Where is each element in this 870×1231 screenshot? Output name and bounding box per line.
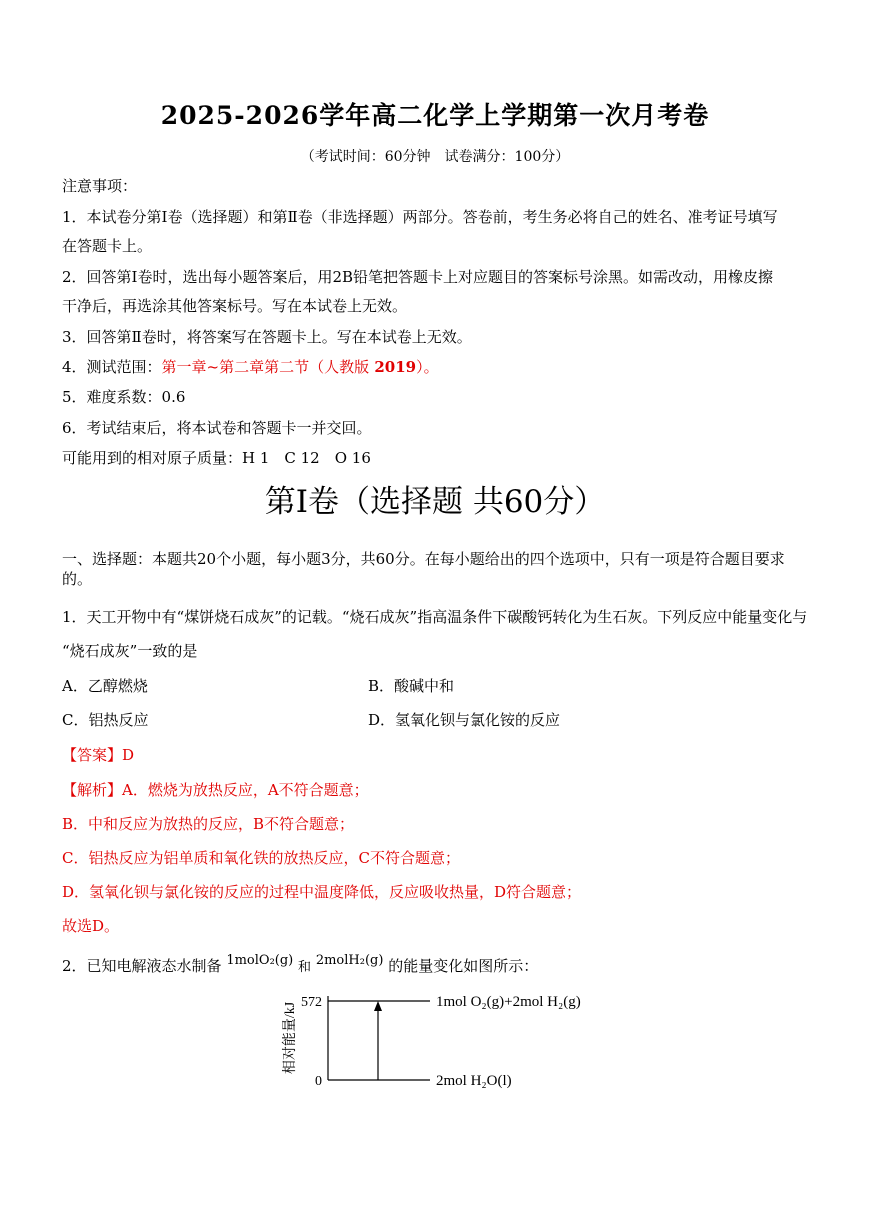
notice-item-3: 3．回答第Ⅱ卷时，将答案写在答题卡上。写在本试卷上无效。 <box>62 328 472 346</box>
section-title: 第Ⅰ卷（选择题 共60分） <box>264 484 606 520</box>
notice-item-4-year: 2019 <box>369 358 417 376</box>
q1-analysis-a-text: A．燃烧为放热反应，A不符合题意； <box>122 781 369 799</box>
part1-instructions-line-2: 的。 <box>62 570 93 588</box>
notice-item-2-line-2: 干净后，再选涂其他答案标号。写在本试卷上无效。 <box>62 297 408 315</box>
notice-heading: 注意事项： <box>62 177 138 195</box>
q2-stem-suffix: 的能量变化如图所示： <box>388 957 539 975</box>
q2-formula-h2: 2molH₂(g) <box>315 953 384 968</box>
notice-item-1-line-2: 在答题卡上。 <box>62 237 153 255</box>
tick-label-0: 0 <box>315 1074 322 1089</box>
notice-item-2-line-1: 2．回答第Ⅰ卷时，选出每小题答案后，用2B铅笔把答题卡上对应题目的答案标号涂黑。如需改动，用橡皮擦 <box>62 268 774 286</box>
notice-item-4-scope: 第一章~第二章第二节（人教版 <box>161 358 370 376</box>
part1-instructions-line-1: 一、选择题：本题共20个小题，每小题3分，共60分。在每小题给出的四个选项中，只有一项是符合题目要求 <box>62 550 785 568</box>
q1-conclusion: 故选D。 <box>62 917 120 935</box>
notice-item-5: 5．难度系数：0.6 <box>62 388 186 406</box>
notice-item-6: 6．考试结束后，将本试卷和答题卡一并交回。 <box>62 419 372 437</box>
level-label-reactants: 1mol O₂(g)+2mol H₂(g) <box>436 994 581 1010</box>
tick-label-572: 572 <box>301 995 322 1010</box>
q1-analysis-tag: 【解析】 <box>62 781 123 799</box>
arrow-head-icon <box>374 1001 382 1011</box>
atomic-masses: 可能用到的相对原子质量：H 1 C 12 O 16 <box>62 449 371 467</box>
q2-stem <box>62 955 538 979</box>
notice-item-4-prefix: 4．测试范围： <box>62 358 162 376</box>
q1-option-d: D．氢氧化钡与氯化铵的反应 <box>368 711 561 729</box>
q1-option-a: A．乙醇燃烧 <box>62 677 148 695</box>
energy-level-diagram <box>270 982 610 1094</box>
q1-stem-line-1: 1．天工开物中有“煤饼烧石成灰”的记载。“烧石成灰”指高温条件下碳酸钙转化为生石灰。下列反应中能量变化与 <box>62 608 808 626</box>
q1-analysis-a <box>62 779 369 801</box>
exam-title: 2025-2026学年高二化学上学期第一次月考卷 <box>160 101 710 130</box>
exam-subtitle: （考试时间：60分钟 试卷满分：100分） <box>300 149 570 165</box>
level-label-products: 2mol H₂O(l) <box>436 1073 512 1089</box>
q1-stem-line-2: “烧石成灰”一致的是 <box>62 642 198 660</box>
q2-stem-prefix: 2．已知电解液态水制备 <box>62 957 222 975</box>
y-axis-label: 相对能量/kJ <box>283 1001 298 1075</box>
q1-analysis-d: D．氢氧化钡与氯化铵的反应的过程中温度降低，反应吸收热量，D符合题意； <box>62 883 582 901</box>
q1-analysis-c: C．铝热反应为铝单质和氧化铁的放热反应，C不符合题意； <box>62 849 460 867</box>
notice-item-1-line-1: 1．本试卷分第Ⅰ卷（选择题）和第Ⅱ卷（非选择题）两部分。答卷前，考生务必将自己的姓名、准考证号填写 <box>62 208 778 226</box>
q1-analysis-b: B．中和反应为放热的反应，B不符合题意； <box>62 815 355 833</box>
notice-item-4-suffix: ）。 <box>416 358 439 376</box>
q1-option-c: C．铝热反应 <box>62 711 149 729</box>
q2-connector: 和 <box>298 960 312 975</box>
q1-answer: 【答案】D <box>62 746 135 764</box>
q1-option-b: B．酸碱中和 <box>368 677 455 695</box>
notice-item-4 <box>62 356 439 378</box>
q2-formula-o2: 1molO₂(g) <box>226 953 294 968</box>
